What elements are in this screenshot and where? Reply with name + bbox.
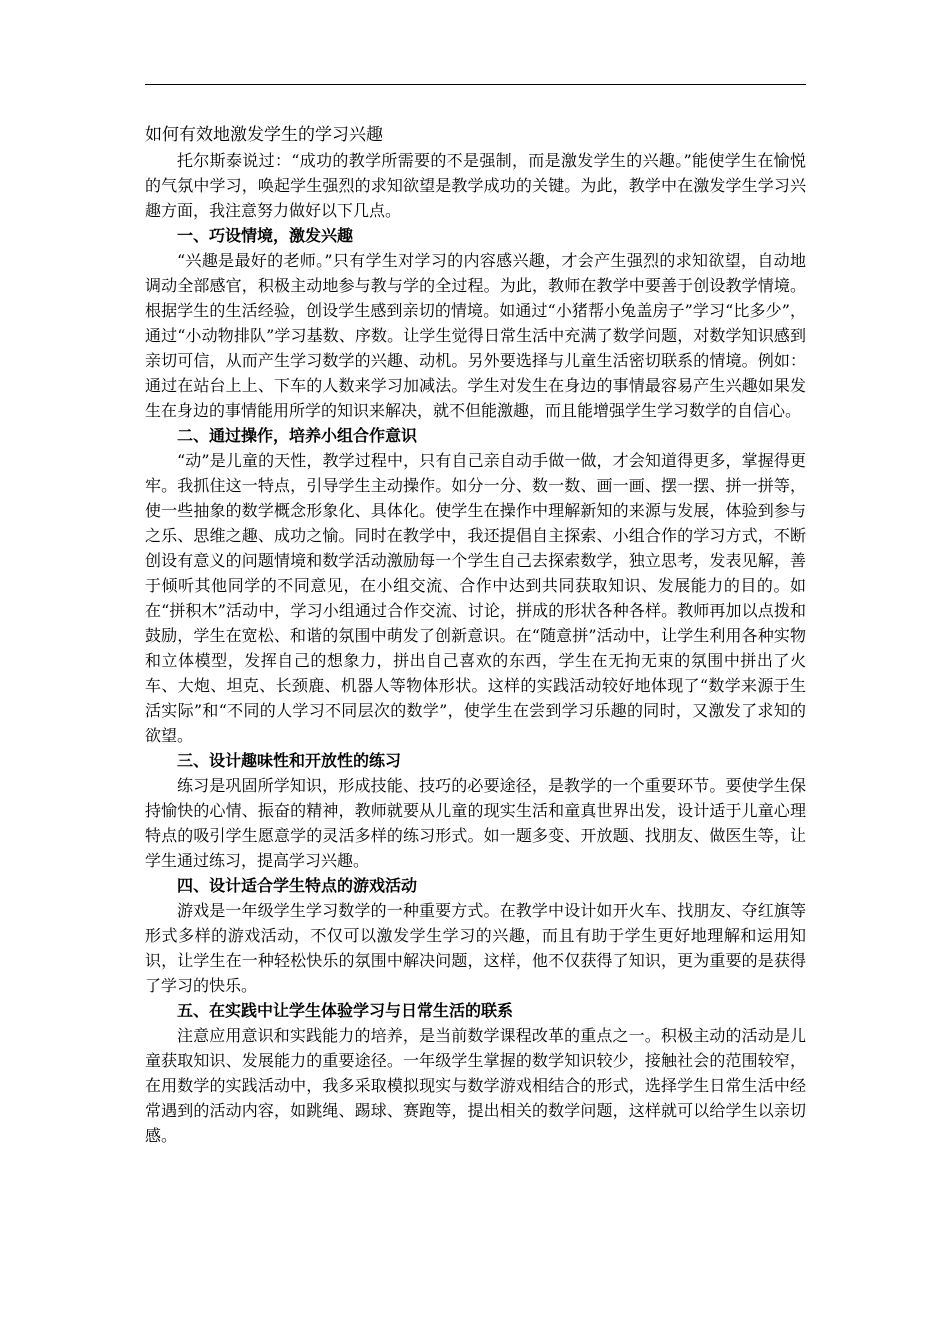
document-body (145, 123, 806, 1148)
section-heading-1: 一、巧设情境，激发兴趣 (177, 226, 354, 245)
section-body-2: “动”是儿童的天性，教学过程中，只有自己亲自动手做一做，才会知道得更多，掌握得更牢。我抓住这一特点，引导学生主动操作。如分一分、数一数、画一画、摆一摆、拼一拼等，使一些抽象的数学概念形象化、具体化。使学生在操作中理解新知的来源与发展，体验到参与之乐、思维之趣、成功之愉。同时在教学中，我还提倡自主探索、小组合作的学习方式，不断创设有意义的问题情境和数学活动激励每一个学生自己去探索数学，独立思考，发表见解，善于倾听其他同学的不同意见，在小组交流、合作中达到共同获取知识、发展能力的目的。如在“拼积木”活动中，学习小组通过合作交流、讨论，拼成的形状各种各样。教师再加以点拨和鼓励，学生在宽松、和谐的氛围中萌发了创新意识。在“随意拼”活动中，让学生利用各种实物和立体模型，发挥自己的想象力，拼出自己喜欢的东西，学生在无拘无束的氛围中拼出了火车、大炮、坦克、长颈鹿、机器人等物体形状。这样的实践活动较好地体现了“数学来源于生活实际”和“不同的人学习不同层次的数学”，使学生在尝到学习乐趣的同时，又激发了求知的欲望。 (145, 451, 806, 745)
section-heading-4: 四、设计适合学生特点的游戏活动 (177, 876, 418, 895)
header-rule (145, 84, 806, 85)
section-body-5: 注意应用意识和实践能力的培养，是当前数学课程改革的重点之一。积极主动的活动是儿童获取知识、发展能力的重要途径。一年级学生掌握的数学知识较少，接触社会的范围较窄，在用数学的实践活动中，我多采取模拟现实与数学游戏相结合的形式，选择学生日常生活中经常遇到的活动内容，如跳绳、踢球、赛跑等，提出相关的数学问题，这样就可以给学生以亲切感。 (145, 1026, 806, 1145)
intro-paragraph: 托尔斯泰说过：“成功的教学所需要的不是强制，而是激发学生的兴趣。”能使学生在愉悦的气氛中学习，唤起学生强烈的求知欲望是教学成功的关键。为此，教学中在激发学生学习兴趣方面，我注意努力做好以下几点。 (145, 151, 806, 220)
section-heading-3: 三、设计趣味性和开放性的练习 (177, 751, 402, 770)
section-heading-2: 二、通过操作，培养小组合作意识 (177, 426, 418, 445)
section-heading-5: 五、在实践中让学生体验学习与日常生活的联系 (177, 1001, 514, 1020)
section-body-4: 游戏是一年级学生学习数学的一种重要方式。在教学中设计如开火车、找朋友、夺红旗等形式多样的游戏活动，不仅可以激发学生学习的兴趣，而且有助于学生更好地理解和运用知识，让学生在一种轻松快乐的氛围中解决问题，这样，他不仅获得了知识，更为重要的是获得了学习的快乐。 (145, 901, 806, 995)
document-title: 如何有效地激发学生的学习兴趣 (145, 125, 383, 145)
section-body-1: “兴趣是最好的老师。”只有学生对学习的内容感兴趣，才会产生强烈的求知欲望，自动地调动全部感官，积极主动地参与教与学的全过程。为此，教师在教学中要善于创设教学情境。根据学生的生活经验，创设学生感到亲切的情境。如通过“小猪帮小兔盖房子”学习“比多少”，通过“小动物排队”学习基数、序数。让学生觉得日常生活中充满了数学问题，对数学知识感到亲切可信，从而产生学习数学的兴趣、动机。另外要选择与儿童生活密切联系的情境。例如：通过在站台上上、下车的人数来学习加减法。学生对发生在身边的事情最容易产生兴趣如果发生在身边的事情能用所学的知识来解决，就不但能激趣，而且能增强学生学习数学的自信心。 (145, 251, 806, 420)
section-body-3: 练习是巩固所学知识，形成技能、技巧的必要途径，是教学的一个重要环节。要使学生保持愉快的心情、振奋的精神，教师就要从儿童的现实生活和童真世界出发，设计适于儿童心理特点的吸引学生愿意学的灵活多样的练习形式。如一题多变、开放题、找朋友、做医生等，让学生通过练习，提高学习兴趣。 (145, 776, 806, 870)
